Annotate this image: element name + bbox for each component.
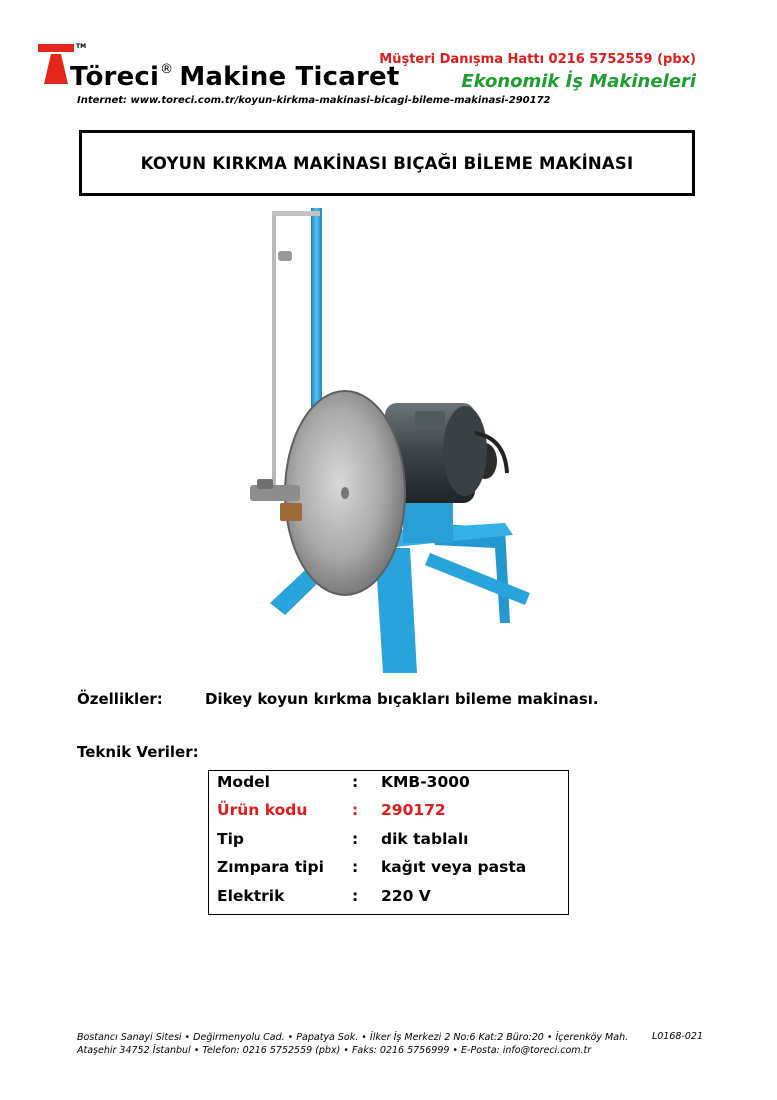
spec-row-model	[209, 773, 568, 801]
spec-key: Ürün kodu	[217, 801, 308, 819]
product-title-box	[79, 130, 695, 196]
spec-key: Tip	[217, 830, 244, 848]
product-title: KOYUN KIRKMA MAKİNASI BIÇAĞI BİLEME MAKİNASI	[140, 153, 634, 173]
features-text: Dikey koyun kırkma bıçakları bileme makinası.	[205, 690, 599, 708]
spec-row-sandpaper-type	[209, 858, 568, 886]
spec-separator: :	[352, 830, 359, 848]
spec-row-electric	[209, 887, 568, 915]
tagline: Ekonomik İş Makineleri	[461, 71, 696, 92]
spec-key: Elektrik	[217, 887, 285, 905]
features-label: Özellikler:	[77, 690, 163, 708]
footer-line-1: Bostancı Sanayi Sitesi • Değirmenyolu Cad. • Papatya Sok. • İlker İş Merkezi 2 No:6 Kat:2 Büro:20 • İçerenköy Mah.	[77, 1032, 629, 1043]
spec-separator: :	[352, 858, 359, 876]
spec-separator: :	[352, 801, 359, 819]
spec-value: kağıt veya pasta	[381, 858, 527, 876]
internet-url[interactable]: Internet: www.toreci.com.tr/koyun-kirkma-makinasi-bicagi-bileme-makinasi-290172	[77, 95, 551, 106]
spec-row-type	[209, 830, 568, 858]
spec-key: Zımpara tipi	[217, 858, 324, 876]
spec-value: 220 V	[381, 887, 431, 905]
spec-key: Model	[217, 773, 270, 791]
company-name: Töreci® Makine Ticaret	[70, 62, 400, 92]
footer-line-2: Ataşehir 34752 İstanbul • Telefon: 0216 5752559 (pbx) • Faks: 0216 5756999 • E-Posta: info@toreci.com.tr	[77, 1045, 592, 1056]
customer-hotline: Müşteri Danışma Hattı 0216 5752559 (pbx)	[379, 52, 696, 67]
toreci-logo-icon	[38, 44, 74, 84]
spec-value: dik tablalı	[381, 830, 469, 848]
footer-address	[77, 1031, 628, 1057]
spec-table	[208, 770, 569, 915]
spec-separator: :	[352, 887, 359, 905]
spec-separator: :	[352, 773, 359, 791]
technical-data-label: Teknik Veriler:	[77, 743, 199, 761]
document-code: L0168-021	[651, 1031, 703, 1042]
trademark-mark: TM	[76, 43, 87, 50]
spec-row-product-code	[209, 801, 568, 829]
sharpening-machine-image	[245, 203, 530, 678]
spec-value: KMB-3000	[381, 773, 470, 791]
spec-value: 290172	[381, 801, 446, 819]
